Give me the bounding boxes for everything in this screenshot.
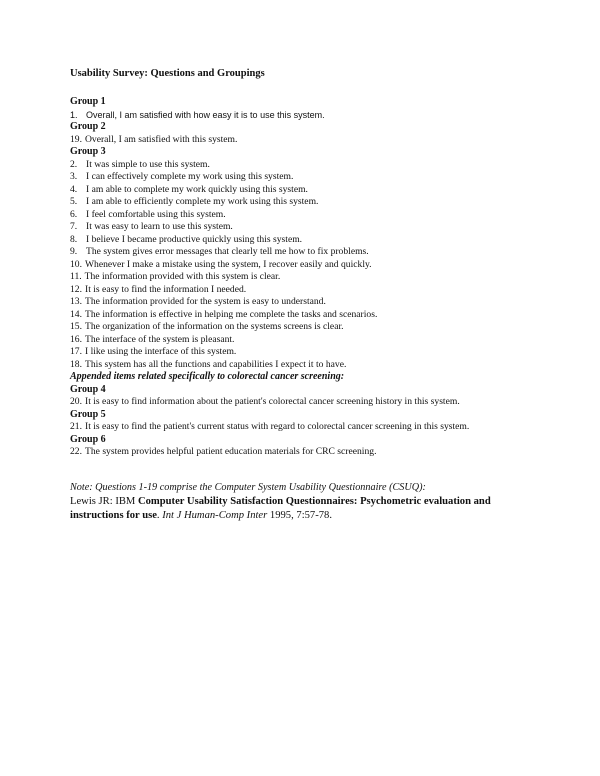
item-number: 14. xyxy=(70,308,82,320)
survey-item xyxy=(70,421,540,434)
group-1-heading: Group 1 xyxy=(70,96,106,107)
group-6-heading: Group 6 xyxy=(70,433,106,445)
item-text: The system provides helpful patient education materials for CRC screening. xyxy=(85,446,377,457)
item-text: It was easy to learn to use this system. xyxy=(86,221,233,232)
survey-item xyxy=(70,396,540,409)
item-text: Whenever I make a mistake using the system, I recover easily and quickly. xyxy=(85,258,372,270)
group-3-heading: Group 3 xyxy=(70,146,106,157)
survey-item xyxy=(70,359,540,372)
item-number: 12. xyxy=(70,283,82,295)
item-text: The organization of the information on the systems screens is clear. xyxy=(85,321,344,332)
survey-item xyxy=(70,321,540,334)
survey-item xyxy=(70,259,540,272)
item-number: 15. xyxy=(70,321,82,332)
item-text: I feel comfortable using this system. xyxy=(86,208,226,220)
item-number: 17. xyxy=(70,346,82,357)
survey-item xyxy=(70,234,540,247)
item-number: 6. xyxy=(70,208,78,220)
item-text: The information provided with this system is clear. xyxy=(84,271,281,282)
group-2-heading: Group 2 xyxy=(70,121,106,132)
item-text: Overall, I am satisfied with this system. xyxy=(85,133,238,145)
survey-item xyxy=(70,171,540,184)
survey-item xyxy=(70,134,540,147)
reference xyxy=(70,495,530,523)
survey-item xyxy=(70,184,540,197)
survey-item xyxy=(70,446,540,459)
survey-item xyxy=(70,334,540,347)
item-number: 13. xyxy=(70,296,82,307)
survey-item xyxy=(70,346,540,359)
reference-title: Computer Usability Satisfaction Questionnaires: Psychometric evaluation and instructions for use xyxy=(70,495,491,521)
item-text: I am able to complete my work quickly using this system. xyxy=(86,183,308,195)
survey-item xyxy=(70,296,540,309)
note-italic: Note: Questions 1-19 comprise the Computer System Usability Questionnaire (CSUQ): xyxy=(70,481,426,493)
reference-journal: Int J Human-Comp Inter xyxy=(162,509,268,521)
item-text: It was simple to use this system. xyxy=(86,158,210,170)
item-number: 8. xyxy=(70,233,78,245)
item-number: 5. xyxy=(70,196,78,207)
item-text: I like using the interface of this system. xyxy=(85,346,237,357)
document-page xyxy=(70,68,540,523)
survey-item xyxy=(70,109,540,122)
survey-item xyxy=(70,196,540,209)
note-text xyxy=(70,481,540,495)
item-text: This system has all the functions and capabilities I expect it to have. xyxy=(85,358,347,370)
item-text: The information provided for the system is easy to understand. xyxy=(85,296,326,307)
item-text: I believe I became productive quickly using this system. xyxy=(86,233,303,245)
item-text: Overall, I am satisfied with how easy it is to use this system. xyxy=(86,109,325,120)
item-number: 20. xyxy=(70,396,82,407)
group-5-heading: Group 5 xyxy=(70,408,106,420)
reference-details: 1995, 7:57-78. xyxy=(267,509,333,521)
survey-item xyxy=(70,271,540,284)
survey-item xyxy=(70,246,540,259)
item-number: 19. xyxy=(70,133,82,145)
item-number: 16. xyxy=(70,333,82,345)
item-text: I can effectively complete my work using this system. xyxy=(86,171,294,182)
survey-item xyxy=(70,284,540,297)
survey-item xyxy=(70,159,540,172)
item-text: The information is effective in helping me complete the tasks and scenarios. xyxy=(85,308,378,320)
reference-authors: Lewis JR: IBM xyxy=(70,495,138,507)
survey-item xyxy=(70,309,540,322)
item-text: It is easy to find information about the patient's colorectal cancer screening history in this system. xyxy=(85,396,460,407)
item-number: 4. xyxy=(70,183,78,195)
item-text: It is easy to find the patient's current status with regard to colorectal cancer screening in this system. xyxy=(85,421,470,432)
item-text: It is easy to find the information I needed. xyxy=(85,283,247,295)
item-number: 10. xyxy=(70,258,82,270)
item-number: 7. xyxy=(70,221,78,232)
item-text: The interface of the system is pleasant. xyxy=(85,333,235,345)
item-number: 11. xyxy=(70,271,82,282)
item-number: 1. xyxy=(70,109,78,120)
page-title: Usability Survey: Questions and Groupings xyxy=(70,68,265,79)
item-number: 21. xyxy=(70,421,82,432)
survey-item xyxy=(70,209,540,222)
item-number: 3. xyxy=(70,171,78,182)
item-number: 22. xyxy=(70,446,82,457)
appended-items-heading: Appended items related specifically to colorectal cancer screening: xyxy=(70,371,345,382)
item-number: 9. xyxy=(70,246,78,257)
group-4-heading: Group 4 xyxy=(70,383,106,395)
survey-item xyxy=(70,221,540,234)
item-text: I am able to efficiently complete my work using this system. xyxy=(86,196,319,207)
item-number: 2. xyxy=(70,158,78,170)
item-number: 18. xyxy=(70,358,82,370)
reference-separator: . xyxy=(156,509,163,521)
item-text: The system gives error messages that clearly tell me how to fix problems. xyxy=(86,246,369,257)
